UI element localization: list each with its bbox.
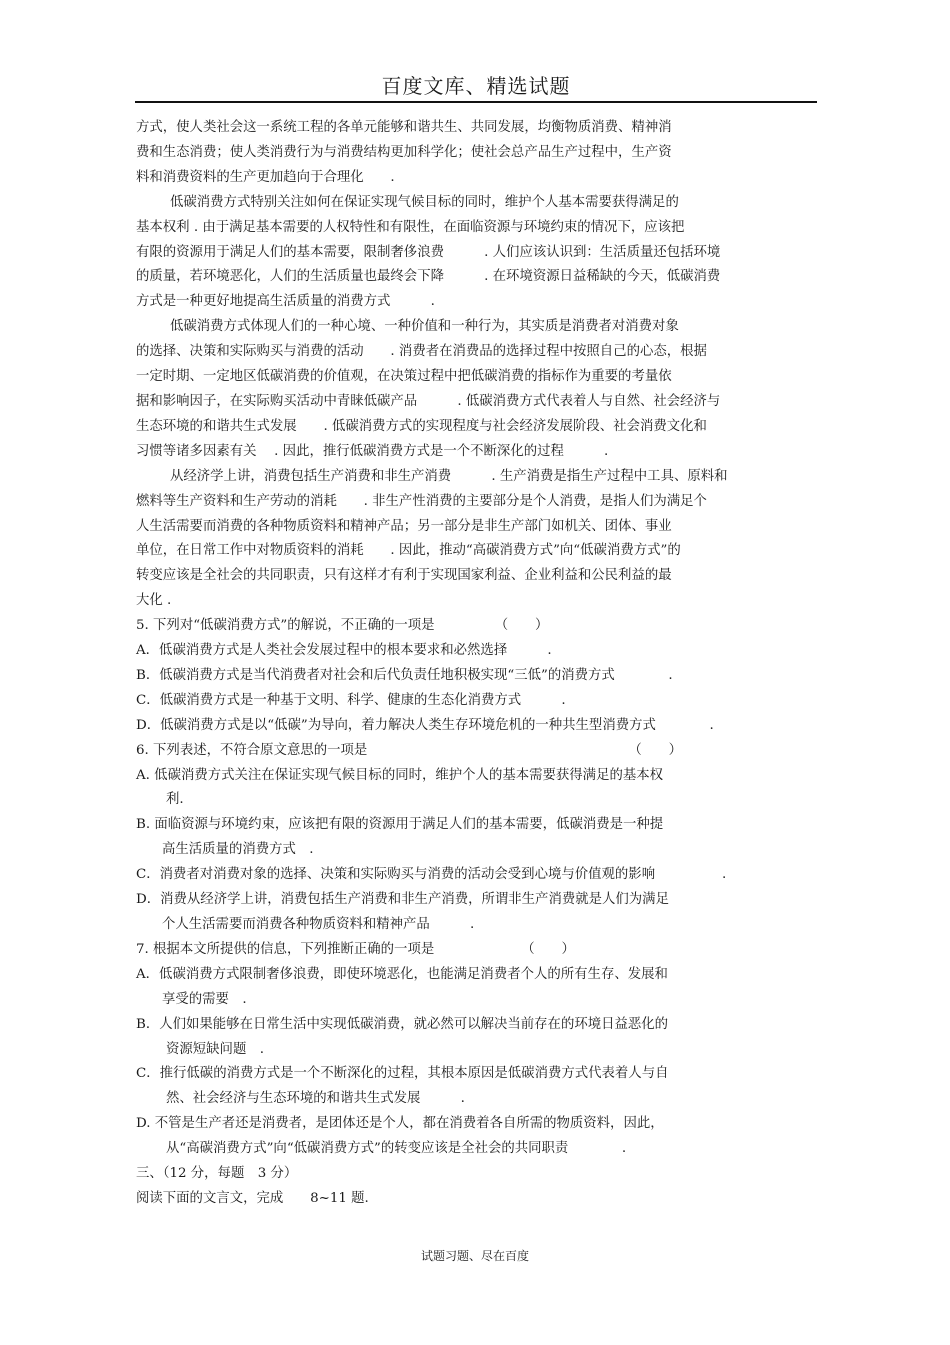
page-footer: 试题习题、尽在百度 <box>420 1249 529 1263</box>
text-line: D．消费从经济学上讲，消费包括生产消费和非生产消费，所谓非生产消费就是人们为满足 <box>136 892 669 908</box>
text-line: 资源短缺问题 . <box>166 1041 264 1057</box>
text-line: C．低碳消费方式是一种基于文明、科学、健康的生态化消费方式 . <box>136 692 566 708</box>
text-line: D．低碳消费方式是以“低碳”为导向，着力解决人类生存环境危机的一种共生型消费方式 . <box>136 717 714 733</box>
text-line: A. 低碳消费方式关注在保证实现气候目标的同时，维护个人的基本需要获得满足的基本权 <box>136 767 664 783</box>
text-line: 利. <box>166 792 184 808</box>
text-line: B．人们如果能够在日常生活中实现低碳消费，就必然可以解决当前存在的环境日益恶化的 <box>136 1016 669 1032</box>
text-line: 阅读下面的文言文，完成 8~11 题. <box>136 1190 369 1206</box>
page-header-title: 百度文库、精选试题 <box>381 74 571 98</box>
text-line: A．低碳消费方式限制奢侈浪费，即使环境恶化，也能满足消费者个人的所有生存、发展和 <box>136 966 668 982</box>
text-line: 从“高碳消费方式”向“低碳消费方式”的转变应该是全社会的共同职责 . <box>166 1141 627 1157</box>
text-line: 的选择、决策和实际购买与消费的活动 . 消费者在消费品的选择过程中按照自己的心态，根据 <box>136 344 707 360</box>
text-line: 一定时期、一定地区低碳消费的价值观，在决策过程中把低碳消费的指标作为重要的考量依 <box>136 369 672 385</box>
text-line: 燃料等生产资料和生产劳动的消耗 . 非生产性消费的主要部分是个人消费，是指人们为满足个 <box>136 493 707 509</box>
text-line: 大化 . <box>136 593 172 609</box>
text-line: 费和生态消费；使人类消费行为与消费结构更加科学化；使社会总产品生产过程中，生产资 <box>136 144 672 160</box>
text-line: 的质量，若环境恶化，人们的生活质量也最终会下降 . 在环境资源日益稀缺的今天，低碳消费 <box>136 269 721 285</box>
text-line: 料和消费资料的生产更加趋向于合理化 . <box>136 169 395 185</box>
text-line: 然、社会经济与生态环境的和谐共生式发展 . <box>166 1091 465 1107</box>
text-line: 享受的需要 . <box>162 991 247 1007</box>
header-divider <box>135 101 817 103</box>
text-line: 从经济学上讲，消费包括生产消费和非生产消费 . 生产消费是指生产过程中工具、原料和 <box>170 468 728 484</box>
text-line: 人生活需要而消费的各种物质资料和精神产品；另一部分是非生产部门如机关、团体、事业 <box>136 518 672 534</box>
text-line: A．低碳消费方式是人类社会发展过程中的根本要求和必然选择 . <box>136 643 552 659</box>
text-line: 低碳消费方式特别关注如何在保证实现气候目标的同时，维护个人基本需要获得满足的 <box>170 194 679 210</box>
text-line: 三、（12 分，每题 3 分） <box>136 1166 298 1182</box>
text-line: 个人生活需要而消费各种物质资料和精神产品 . <box>162 917 475 932</box>
text-line: 习惯等诸多因素有关 . 因此，推行低碳消费方式是一个不断深化的过程 . <box>136 443 609 459</box>
text-line: 低碳消费方式体现人们的一种心境、一种价值和一种行为，其实质是消费者对消费对象 <box>170 319 679 335</box>
text-line: 单位，在日常工作中对物质资料的消耗 . 因此，推动“高碳消费方式”向“低碳消费方式”的 <box>136 543 681 559</box>
document-body <box>136 116 816 1212</box>
text-line: 生态环境的和谐共生式发展 . 低碳消费方式的实现程度与社会经济发展阶段、社会消费文化和 <box>136 418 707 434</box>
text-line: 方式是一种更好地提高生活质量的消费方式 . <box>136 294 435 310</box>
text-line: 转变应该是全社会的共同职责，只有这样才有利于实现国家利益、企业利益和公民利益的最 <box>136 568 672 584</box>
text-line: 5. 下列对“低碳消费方式”的解说，不正确的一项是 （ ） <box>136 618 549 634</box>
text-line: 7. 根据本文所提供的信息，下列推断正确的一项是 （ ） <box>136 941 575 957</box>
text-line: C．消费者对消费对象的选择、决策和实际购买与消费的活动会受到心境与价值观的影响 . <box>136 867 727 883</box>
text-line: D. 不管是生产者还是消费者，是团体还是个人，都在消费着各自所需的物质资料，因此， <box>136 1116 664 1132</box>
text-line: 方式，使人类社会这一系统工程的各单元能够和谐共生、共同发展，均衡物质消费、精神消 <box>136 120 672 135</box>
text-line: C．推行低碳的消费方式是一个不断深化的过程，其根本原因是低碳消费方式代表着人与自 <box>136 1066 669 1082</box>
text-line: 据和影响因子，在实际购买活动中青睐低碳产品 . 低碳消费方式代表着人与自然、社会经济与 <box>136 393 721 409</box>
text-line: 高生活质量的消费方式 . <box>162 842 314 858</box>
text-line: B．低碳消费方式是当代消费者对社会和后代负责任地积极实现“三低”的消费方式 . <box>136 667 673 683</box>
text-line: 6. 下列表述，不符合原文意思的一项是 （ ） <box>136 742 682 758</box>
text-line: 有限的资源用于满足人们的基本需要，限制奢侈浪费 . 人们应该认识到：生活质量还包括环境 <box>136 244 721 260</box>
text-line: 基本权利 . 由于满足基本需要的人权特性和有限性，在面临资源与环境约束的情况下，应该把 <box>136 219 685 235</box>
text-line: B. 面临资源与环境约束，应该把有限的资源用于满足人们的基本需要，低碳消费是一种提 <box>136 817 664 833</box>
